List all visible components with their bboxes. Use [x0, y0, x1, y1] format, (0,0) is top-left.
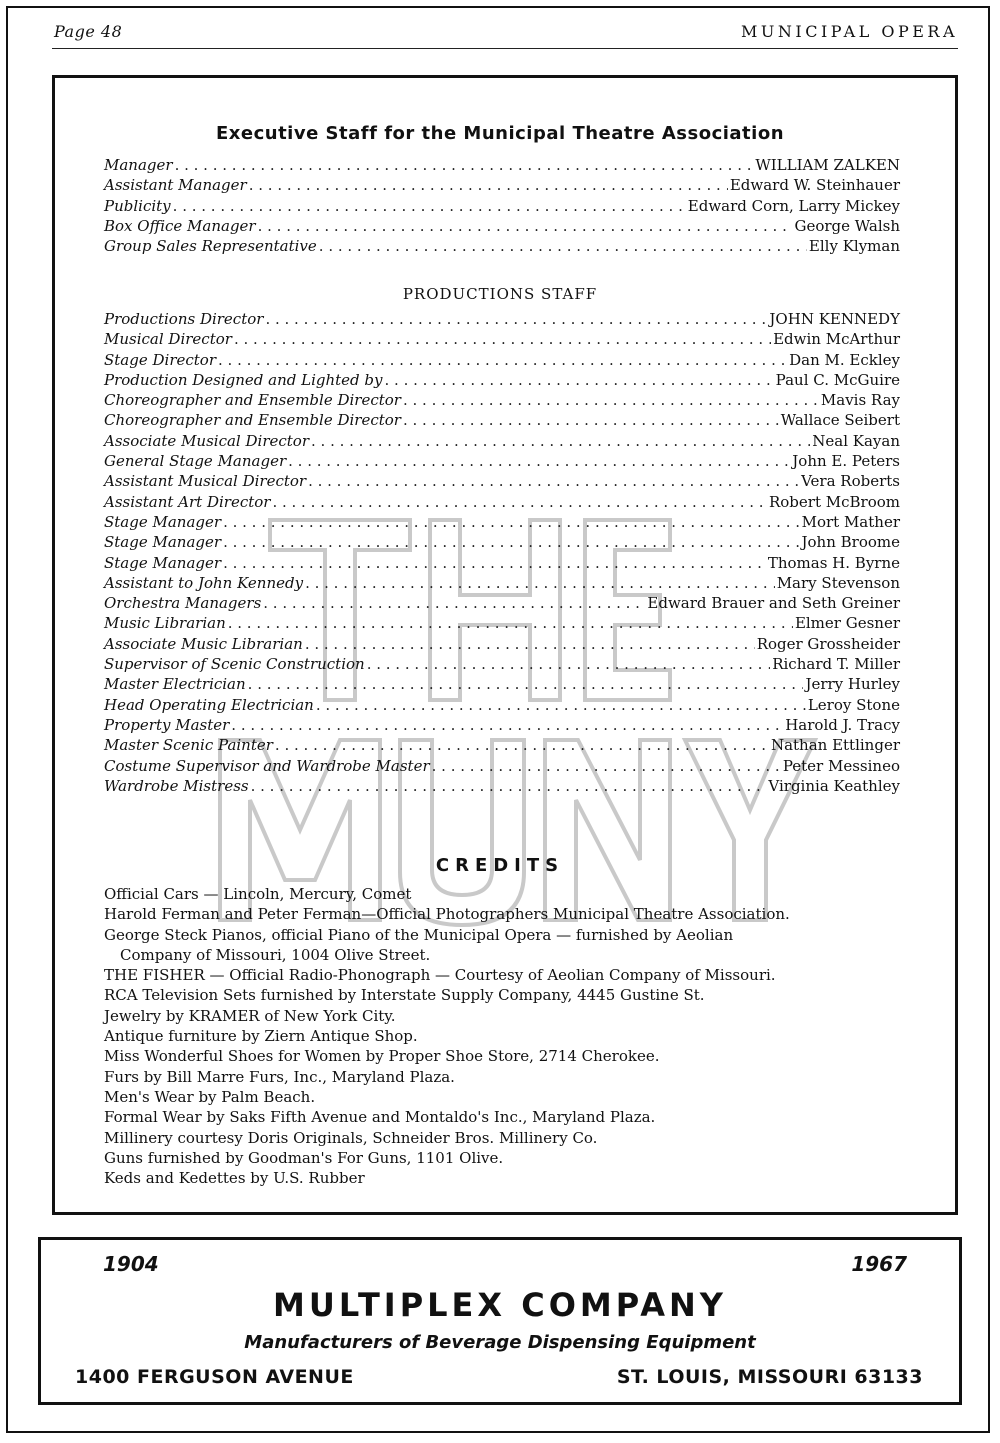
staff-role: Production Designed and Lighted by — [104, 370, 383, 389]
staff-role: Stage Manager — [104, 533, 222, 552]
publication-title: MUNICIPAL OPERA — [741, 22, 958, 41]
staff-row — [104, 237, 900, 257]
dot-leader — [173, 197, 686, 215]
staff-name: Elmer Gesner — [794, 614, 900, 633]
staff-role: Group Sales Representative — [104, 237, 317, 256]
staff-row — [104, 635, 900, 655]
staff-name: John Broome — [801, 533, 900, 552]
staff-row — [104, 533, 900, 553]
staff-role: Master Scenic Painter — [104, 736, 273, 755]
staff-role: Assistant to John Kennedy — [104, 573, 304, 592]
dot-leader — [305, 635, 755, 653]
staff-name: George Walsh — [794, 216, 900, 235]
credit-line: RCA Television Sets furnished by Interstate Supply Company, 4445 Gustine St. — [104, 986, 705, 1005]
credit-line: Millinery courtesy Doris Originals, Schneider Bros. Millinery Co. — [104, 1128, 598, 1147]
dot-leader — [311, 432, 810, 450]
staff-row — [104, 493, 900, 513]
staff-row — [104, 696, 900, 716]
dot-leader — [249, 176, 728, 194]
dot-leader — [228, 614, 793, 632]
ad-city-state-zip: ST. LOUIS, MISSOURI 63133 — [616, 1366, 923, 1388]
dot-leader — [316, 696, 806, 714]
staff-name: John E. Peters — [792, 452, 900, 471]
dot-leader — [275, 736, 769, 754]
staff-row — [104, 777, 900, 797]
dot-leader — [367, 655, 771, 673]
staff-name: Mavis Ray — [820, 391, 900, 410]
staff-name: Mort Mather — [801, 512, 900, 531]
staff-role: Choreographer and Ensemble Director — [104, 391, 401, 410]
staff-name: Mary Stevenson — [776, 573, 900, 592]
credit-line: Jewelry by KRAMER of New York City. — [104, 1006, 396, 1025]
ad-tagline: Manufacturers of Beverage Dispensing Equipment — [244, 1332, 756, 1353]
credit-line: Antique furniture by Ziern Antique Shop. — [104, 1027, 418, 1046]
staff-name: Peter Messineo — [782, 756, 900, 775]
credit-line: Harold Ferman and Peter Ferman—Official Photographers Municipal Theatre Association. — [104, 905, 790, 924]
dot-leader — [175, 156, 754, 174]
staff-row — [104, 351, 900, 371]
executive-staff-heading: Executive Staff for the Municipal Theatre Association — [215, 123, 785, 144]
staff-name: Jerry Hurley — [805, 675, 900, 694]
staff-name: Elly Klyman — [808, 237, 900, 256]
credit-line: Guns furnished by Goodman's For Guns, 1101 Olive. — [104, 1148, 504, 1167]
staff-role: Head Operating Electrician — [104, 695, 314, 714]
staff-row — [104, 655, 900, 675]
dot-leader — [305, 574, 775, 592]
staff-row — [104, 391, 900, 411]
multiplex-advertisement — [38, 1237, 962, 1405]
staff-row — [104, 594, 900, 614]
dot-leader — [265, 310, 767, 328]
staff-name: Nathan Ettlinger — [770, 736, 900, 755]
staff-row — [104, 330, 900, 350]
credit-line: George Steck Pianos, official Piano of the Municipal Opera — furnished by Aeolian — [104, 925, 734, 944]
staff-name: Leroy Stone — [807, 695, 900, 714]
dot-leader — [319, 237, 807, 255]
staff-role: Supervisor of Scenic Construction — [104, 655, 365, 674]
staff-name: Virginia Keathley — [768, 776, 900, 795]
staff-row — [104, 452, 900, 472]
executive-staff-list — [104, 156, 900, 257]
staff-row — [104, 574, 900, 594]
staff-row — [104, 217, 900, 237]
dot-leader — [308, 472, 799, 490]
staff-row — [104, 736, 900, 756]
dot-leader — [272, 493, 767, 511]
dot-leader — [403, 391, 819, 409]
dot-leader — [218, 351, 787, 369]
credit-line: Men's Wear by Palm Beach. — [104, 1087, 316, 1106]
dot-leader — [385, 371, 774, 389]
staff-role: Assistant Art Director — [104, 492, 271, 511]
staff-role: Assistant Musical Director — [104, 472, 307, 491]
dot-leader — [258, 217, 793, 235]
staff-name: Roger Grossheider — [756, 634, 900, 653]
dot-leader — [231, 716, 783, 734]
dot-leader — [223, 554, 766, 572]
staff-row — [104, 757, 900, 777]
productions-staff-list — [104, 310, 900, 797]
staff-name: Thomas H. Byrne — [767, 553, 900, 572]
staff-name: Edward Corn, Larry Mickey — [687, 196, 900, 215]
staff-role: Assistant Manager — [104, 176, 247, 195]
credit-line: Company of Missouri, 1004 Olive Street. — [120, 945, 431, 964]
staff-role: Stage Manager — [104, 553, 222, 572]
staff-name: Dan M. Eckley — [789, 350, 900, 369]
staff-name: Edward Brauer and Seth Greiner — [647, 594, 900, 613]
staff-name: Edwin McArthur — [773, 330, 900, 349]
staff-role: Property Master — [104, 715, 230, 734]
staff-name: Wallace Seibert — [780, 411, 900, 430]
credit-line: Furs by Bill Marre Furs, Inc., Maryland Plaza. — [104, 1067, 455, 1086]
staff-row — [104, 513, 900, 533]
staff-role: Orchestra Managers — [104, 594, 262, 613]
dot-leader — [263, 594, 645, 612]
staff-name: Robert McBroom — [768, 492, 900, 511]
staff-role: Costume Supervisor and Wardrobe Master — [104, 756, 430, 775]
staff-role: General Stage Manager — [104, 452, 287, 471]
ad-street-address: 1400 FERGUSON AVENUE — [75, 1366, 354, 1388]
staff-role: Master Electrician — [104, 675, 246, 694]
staff-name: Richard T. Miller — [772, 655, 900, 674]
staff-role: Music Librarian — [104, 614, 226, 633]
staff-row — [104, 554, 900, 574]
staff-row — [104, 156, 900, 176]
dot-leader — [288, 452, 790, 470]
staff-row — [104, 310, 900, 330]
credit-line: THE FISHER — Official Radio-Phonograph — Courtesy of Aeolian Company of Missouri. — [104, 966, 776, 985]
staff-row — [104, 614, 900, 634]
staff-row — [104, 432, 900, 452]
dot-leader — [432, 757, 781, 775]
staff-role: Manager — [104, 156, 173, 174]
credits-heading: CREDITS — [435, 855, 565, 876]
staff-row — [104, 472, 900, 492]
staff-name: JOHN KENNEDY — [769, 310, 900, 328]
staff-role: Box Office Manager — [104, 216, 256, 235]
dot-leader — [403, 411, 779, 429]
header-rule — [52, 48, 958, 49]
credits-list — [104, 884, 904, 1188]
ad-year-founded: 1904 — [103, 1252, 159, 1276]
staff-name: Edward W. Steinhauer — [729, 176, 900, 195]
staff-name: Vera Roberts — [801, 472, 900, 491]
staff-name: Paul C. McGuire — [775, 370, 900, 389]
staff-name: Neal Kayan — [812, 431, 900, 450]
dot-leader — [223, 513, 800, 531]
credit-line: Formal Wear by Saks Fifth Avenue and Montaldo's Inc., Maryland Plaza. — [104, 1108, 656, 1127]
staff-name: Harold J. Tracy — [785, 715, 900, 734]
staff-row — [104, 176, 900, 196]
dot-leader — [248, 675, 804, 693]
staff-role: Stage Manager — [104, 512, 222, 531]
staff-role: Productions Director — [104, 310, 264, 328]
credit-line: Miss Wonderful Shoes for Women by Proper Shoe Store, 2714 Cherokee. — [104, 1047, 660, 1066]
staff-role: Publicity — [104, 196, 171, 215]
staff-name: WILLIAM ZALKEN — [755, 156, 900, 174]
staff-role: Associate Musical Director — [104, 431, 309, 450]
dot-leader — [251, 777, 767, 795]
credit-line: Keds and Kedettes by U.S. Rubber — [104, 1169, 365, 1188]
ad-company-name: MULTIPLEX COMPANY — [273, 1286, 727, 1324]
staff-row — [104, 716, 900, 736]
staff-role: Choreographer and Ensemble Director — [104, 411, 401, 430]
productions-staff-heading: PRODUCTIONS STAFF — [402, 285, 598, 303]
staff-row — [104, 197, 900, 217]
staff-row — [104, 371, 900, 391]
page-number: Page 48 — [54, 22, 123, 41]
running-header — [54, 22, 958, 48]
staff-row — [104, 675, 900, 695]
ad-year-current: 1967 — [851, 1252, 907, 1276]
staff-role: Musical Director — [104, 330, 232, 349]
credit-line: Official Cars — Lincoln, Mercury, Comet — [104, 885, 412, 903]
dot-leader — [223, 533, 799, 551]
dot-leader — [234, 330, 771, 348]
staff-role: Stage Director — [104, 350, 216, 369]
staff-row — [104, 411, 900, 431]
staff-role: Wardrobe Mistress — [104, 776, 249, 795]
staff-role: Associate Music Librarian — [104, 634, 303, 653]
